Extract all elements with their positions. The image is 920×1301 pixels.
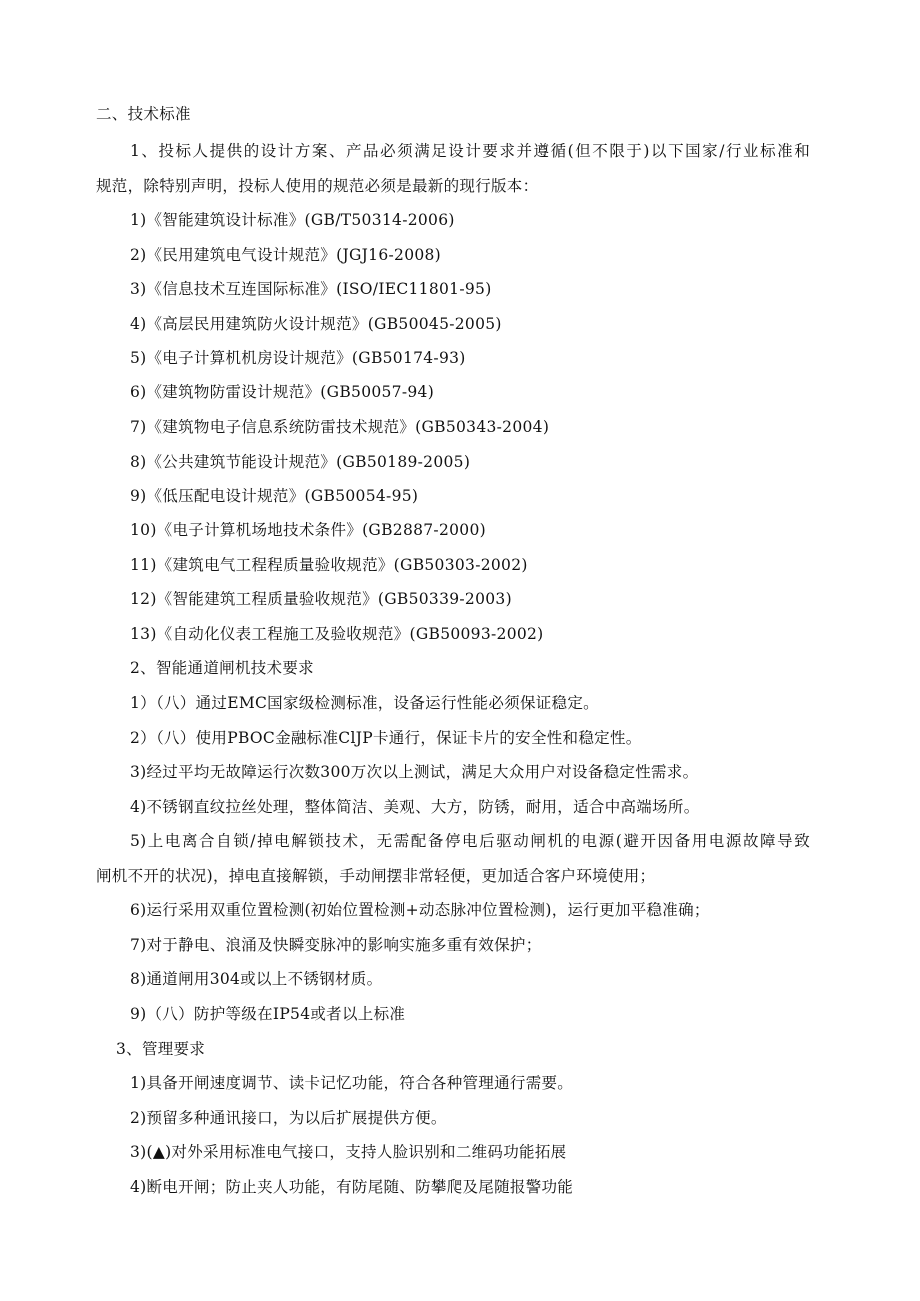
standard-item: 9)《低压配电设计规范》(GB50054-95) xyxy=(130,487,419,505)
standard-item: 12)《智能建筑工程质量验收规范》(GB50339-2003) xyxy=(130,590,512,608)
standard-item: 3)《信息技术互连国际标准》(ISO/IEC11801-95) xyxy=(130,280,492,298)
section-title: 二、技术标准 xyxy=(96,105,191,123)
standard-item: 5)《电子计算机机房设计规范》(GB50174-93) xyxy=(130,349,466,367)
gate-heading: 2、智能通道闸机技术要求 xyxy=(130,659,314,677)
gate-item: 7)对于静电、浪涌及快瞬变脉冲的影响实施多重有效保护； xyxy=(130,936,542,954)
gate-item: 9)（八）防护等级在IP54或者以上标准 xyxy=(130,1005,406,1023)
management-item: 3)(▲)对外采用标准电气接口，支持人脸识别和二维码功能拓展 xyxy=(130,1143,567,1161)
standards-intro-line1: 1、投标人提供的设计方案、产品必须满足设计要求并遵循(但不限于)以下国家/行业标准和 xyxy=(130,142,810,160)
gate-item: 6)运行采用双重位置检测(初始位置检测+动态脉冲位置检测)，运行更加平稳准确； xyxy=(130,901,710,919)
gate-item: 5)上电离合自锁/掉电解锁技术，无需配备停电后驱动闸机的电源(避开因备用电源故障导致 xyxy=(130,832,810,850)
gate-item: 8)通道闸用304或以上不锈钢材质。 xyxy=(130,970,383,988)
management-item: 4)断电开闸；防止夹人功能，有防尾随、防攀爬及尾随报警功能 xyxy=(130,1178,574,1196)
gate-item: 1）（八）通过EMC国家级检测标准，设备运行性能必须保证稳定。 xyxy=(130,694,599,712)
standard-item: 8)《公共建筑节能设计规范》(GB50189-2005) xyxy=(130,453,471,471)
standard-item: 2)《民用建筑电气设计规范》(JGJ16-2008) xyxy=(130,246,442,264)
standard-item: 11)《建筑电气工程程质量验收规范》(GB50303-2002) xyxy=(130,556,528,574)
gate-item: 3)经过平均无故障运行次数300万次以上测试，满足大众用户对设备稳定性需求。 xyxy=(130,763,699,781)
management-item: 2)预留多种通讯接口，为以后扩展提供方便。 xyxy=(130,1109,447,1127)
standard-item: 7)《建筑物电子信息系统防雷技术规范》(GB50343-2004) xyxy=(130,418,550,436)
standard-item: 13)《自动化仪表工程施工及验收规范》(GB50093-2002) xyxy=(130,625,544,643)
standard-item: 6)《建筑物防雷设计规范》(GB50057-94) xyxy=(130,383,435,401)
management-heading: 3、管理要求 xyxy=(116,1040,206,1058)
management-item: 1)具备开闸速度调节、读卡记忆功能，符合各种管理通行需要。 xyxy=(130,1074,574,1092)
standard-item: 1)《智能建筑设计标准》(GB/T50314-2006) xyxy=(130,211,455,229)
standards-intro-line2: 规范，除特别声明，投标人使用的规范必须是最新的现行版本： xyxy=(96,177,539,195)
standard-item: 4)《高层民用建筑防火设计规范》(GB50045-2005) xyxy=(130,315,502,333)
gate-item: 4)不锈钢直纹拉丝处理，整体简洁、美观、大方，防锈，耐用，适合中高端场所。 xyxy=(130,798,700,816)
gate-item: 2）（八）使用PBOC金融标准ClJP卡通行，保证卡片的安全性和稳定性。 xyxy=(130,729,642,747)
standard-item: 10)《电子计算机场地技术条件》(GB2887-2000) xyxy=(130,521,486,539)
gate-item-continued: 闸机不开的状况)，掉电直接解锁，手动闸摆非常轻便，更加适合客户环境使用； xyxy=(96,867,656,885)
